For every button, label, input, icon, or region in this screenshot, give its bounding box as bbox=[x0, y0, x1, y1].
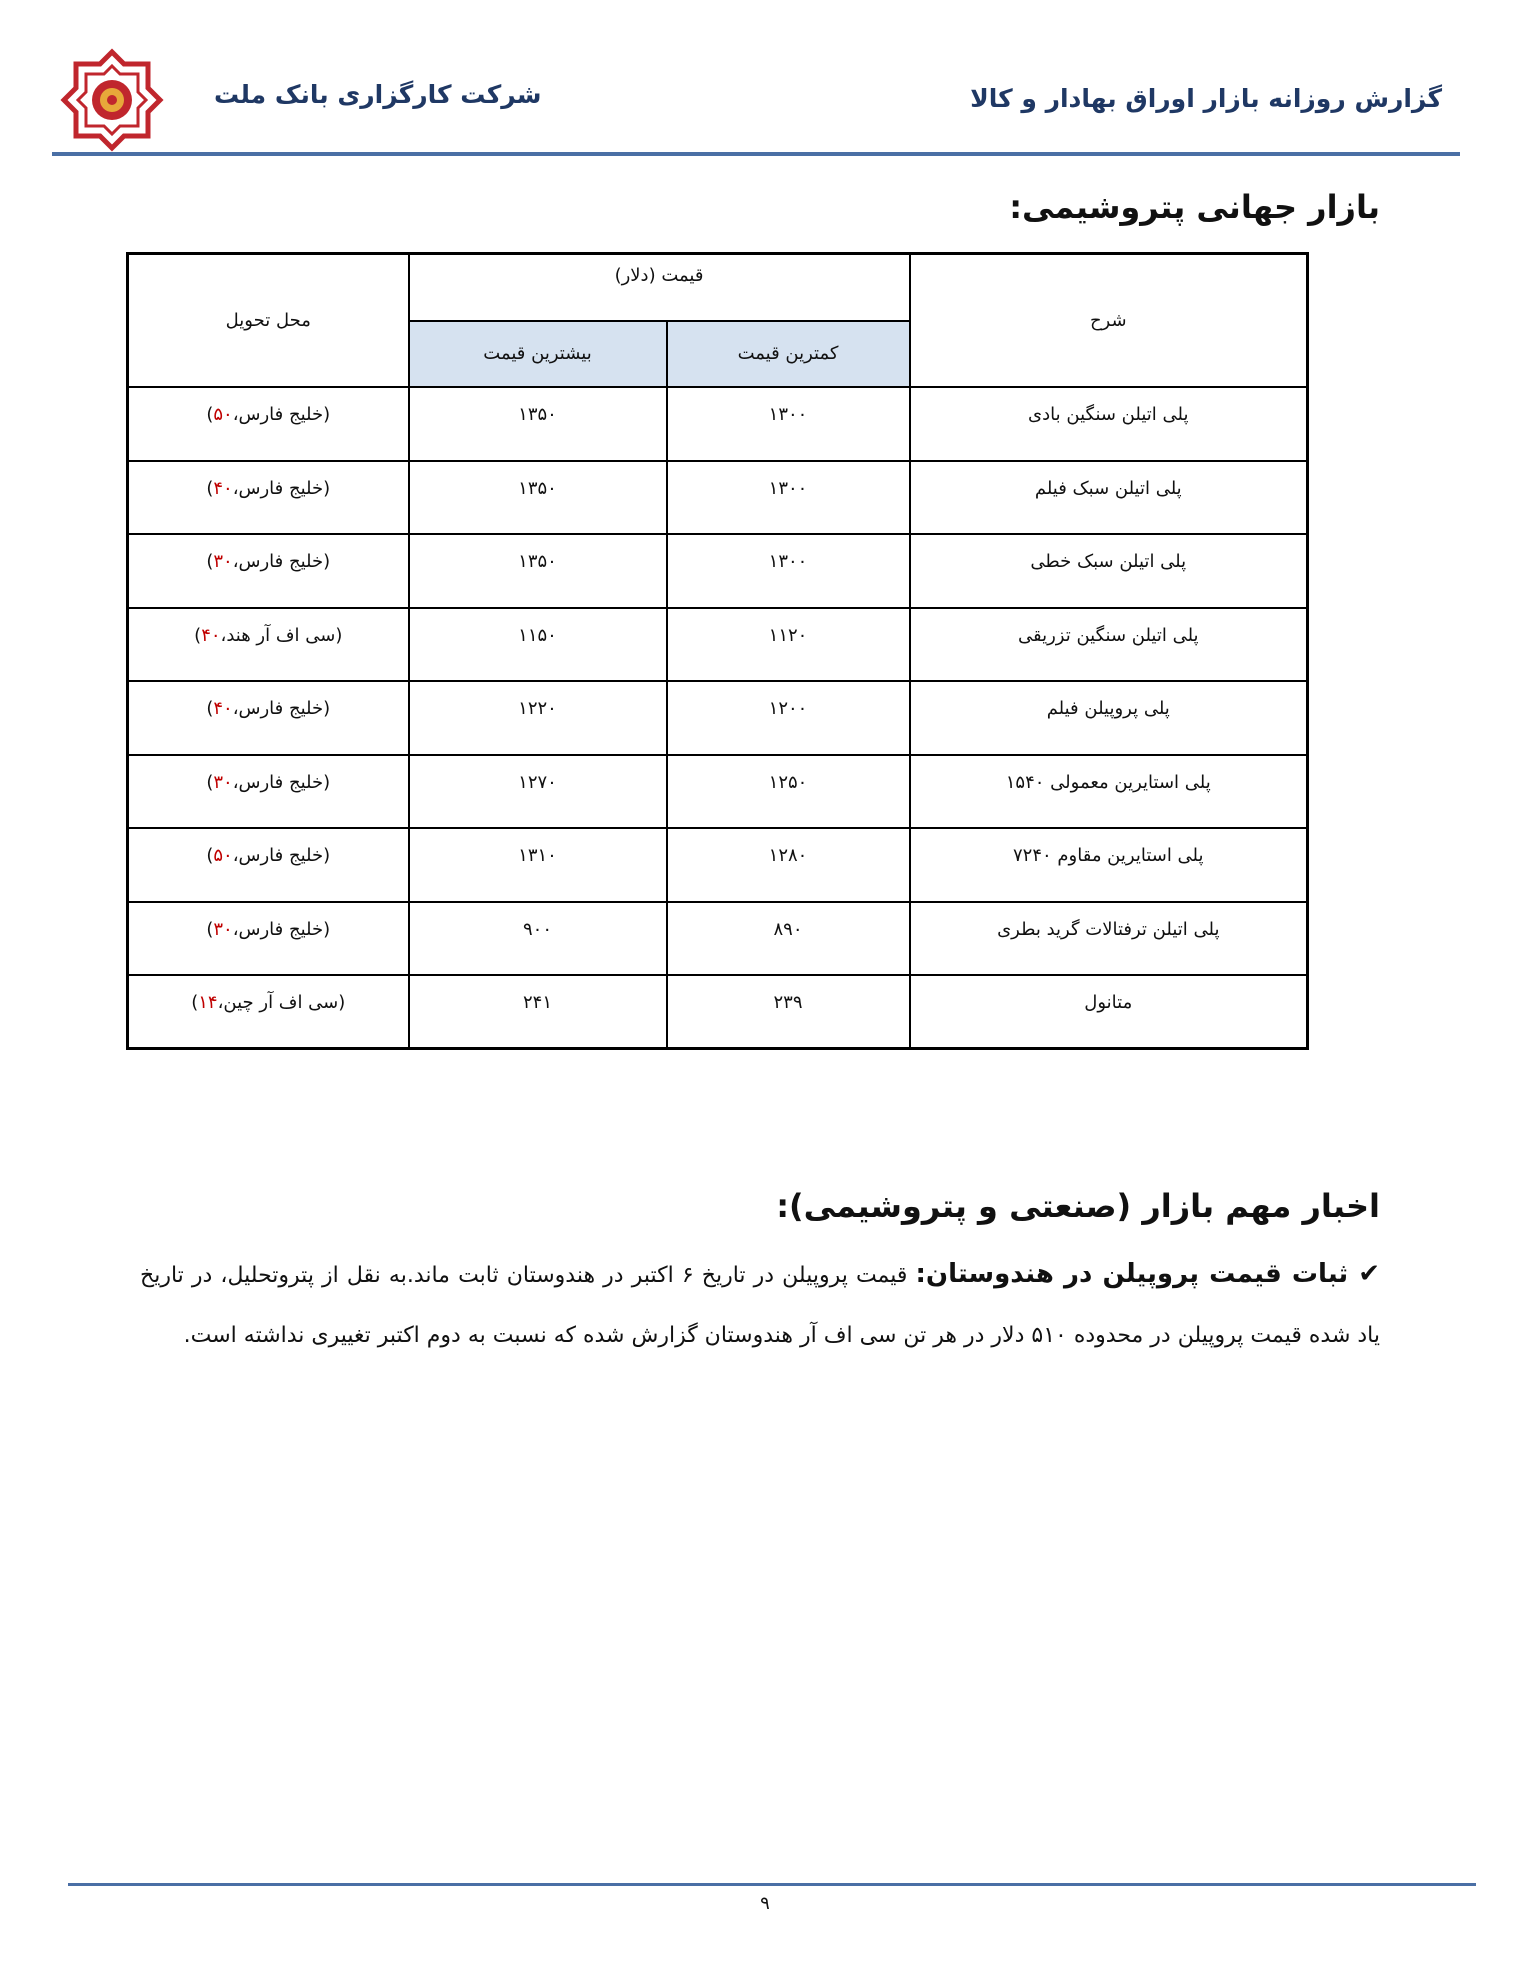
delivery-close: ) bbox=[206, 698, 214, 720]
delivery-location: (خلیج فارس، bbox=[232, 698, 331, 720]
table-row bbox=[128, 461, 1308, 534]
row-max-price: ۱۳۵۰ bbox=[409, 387, 667, 460]
row-max-price: ۱۲۷۰ bbox=[409, 755, 667, 828]
row-delivery bbox=[128, 975, 409, 1049]
table-row bbox=[128, 755, 1308, 828]
header-rule bbox=[52, 152, 1460, 156]
row-max-price: ۹۰۰ bbox=[409, 902, 667, 975]
row-min-price: ۸۹۰ bbox=[667, 902, 910, 975]
row-delivery bbox=[128, 828, 409, 901]
row-max-price: ۱۱۵۰ bbox=[409, 608, 667, 681]
row-description: متانول bbox=[910, 975, 1308, 1049]
header-price-group: قیمت (دلار) bbox=[409, 254, 910, 321]
company-logo bbox=[60, 48, 164, 152]
row-delivery bbox=[128, 681, 409, 754]
row-delivery bbox=[128, 461, 409, 534]
table-row bbox=[128, 828, 1308, 901]
row-description: پلی اتیلن سنگین بادی bbox=[910, 387, 1308, 460]
row-description: پلی اتیلن ترفتالات گرید بطری bbox=[910, 902, 1308, 975]
delivery-close: ) bbox=[206, 551, 214, 573]
row-description: پلی اتیلن سنگین تزریقی bbox=[910, 608, 1308, 681]
delivery-number: ۳۰ bbox=[213, 918, 233, 940]
section-title-petrochemical-market: بازار جهانی پتروشیمی: bbox=[1009, 188, 1380, 226]
petrochemical-price-table bbox=[126, 252, 1309, 1050]
row-min-price: ۱۲۸۰ bbox=[667, 828, 910, 901]
row-description: پلی استایرین مقاوم ۷۲۴۰ bbox=[910, 828, 1308, 901]
news-body: قیمت پروپیلن در تاریخ ۶ اکتبر در هندوستان ثابت ماند.به نقل از پتروتحلیل، در تاریخ یاد شده قیمت پروپیلن در محدوده ۵۱۰ دلار در هر تن سی اف آر هندوستان گزارش شده که نسبت به دوم اکتبر تغییری نداشته است. bbox=[140, 1263, 1380, 1348]
delivery-number: ۴۰ bbox=[213, 477, 233, 499]
row-max-price: ۱۳۵۰ bbox=[409, 534, 667, 607]
news-headline: ثبات قیمت پروپیلن در هندوستان: bbox=[915, 1259, 1349, 1289]
row-max-price: ۱۳۵۰ bbox=[409, 461, 667, 534]
row-delivery bbox=[128, 755, 409, 828]
row-min-price: ۱۱۲۰ bbox=[667, 608, 910, 681]
delivery-number: ۱۴ bbox=[198, 991, 218, 1013]
row-min-price: ۱۳۰۰ bbox=[667, 534, 910, 607]
header-min-price: کمترین قیمت bbox=[667, 321, 910, 387]
delivery-number: ۵۰ bbox=[213, 404, 233, 426]
delivery-location: (سی اف آر چین، bbox=[217, 991, 346, 1013]
row-max-price: ۲۴۱ bbox=[409, 975, 667, 1049]
row-min-price: ۱۲۵۰ bbox=[667, 755, 910, 828]
row-description: پلی اتیلن سبک فیلم bbox=[910, 461, 1308, 534]
row-min-price: ۱۲۰۰ bbox=[667, 681, 910, 754]
row-max-price: ۱۳۱۰ bbox=[409, 828, 667, 901]
row-delivery bbox=[128, 902, 409, 975]
table-row bbox=[128, 387, 1308, 460]
table-row bbox=[128, 534, 1308, 607]
delivery-location: (خلیج فارس، bbox=[232, 477, 331, 499]
header-description: شرح bbox=[910, 254, 1308, 388]
delivery-close: ) bbox=[206, 404, 214, 426]
table-header-row bbox=[128, 254, 1308, 321]
table-row bbox=[128, 975, 1308, 1049]
delivery-close: ) bbox=[206, 771, 214, 793]
header-max-price: بیشترین قیمت bbox=[409, 321, 667, 387]
delivery-location: (خلیج فارس، bbox=[232, 771, 331, 793]
row-min-price: ۱۳۰۰ bbox=[667, 461, 910, 534]
row-delivery bbox=[128, 387, 409, 460]
delivery-location: (خلیج فارس، bbox=[232, 918, 331, 940]
row-delivery bbox=[128, 534, 409, 607]
company-name: شرکت کارگزاری بانک ملت bbox=[214, 80, 542, 109]
row-description: پلی پروپیلن فیلم bbox=[910, 681, 1308, 754]
row-min-price: ۱۳۰۰ bbox=[667, 387, 910, 460]
row-description: پلی استایرین معمولی ۱۵۴۰ bbox=[910, 755, 1308, 828]
delivery-number: ۳۰ bbox=[213, 771, 233, 793]
delivery-number: ۴۰ bbox=[201, 624, 221, 646]
delivery-close: ) bbox=[206, 477, 214, 499]
report-title: گزارش روزانه بازار اوراق بهادار و کالا bbox=[970, 84, 1442, 113]
delivery-number: ۴۰ bbox=[213, 698, 233, 720]
delivery-location: (خلیج فارس، bbox=[232, 845, 331, 867]
delivery-location: (خلیج فارس، bbox=[232, 551, 331, 573]
delivery-location: (سی اف آر هند، bbox=[220, 624, 343, 646]
delivery-location: (خلیج فارس، bbox=[232, 404, 331, 426]
delivery-close: ) bbox=[191, 991, 199, 1013]
delivery-number: ۵۰ bbox=[213, 845, 233, 867]
table-row bbox=[128, 608, 1308, 681]
footer-rule bbox=[68, 1883, 1476, 1886]
table-row bbox=[128, 902, 1308, 975]
delivery-close: ) bbox=[206, 845, 214, 867]
delivery-close: ) bbox=[206, 918, 214, 940]
delivery-number: ۳۰ bbox=[213, 551, 233, 573]
section-title-market-news: اخبار مهم بازار (صنعتی و پتروشیمی): bbox=[776, 1187, 1380, 1225]
page-number: ۹ bbox=[760, 1893, 770, 1914]
delivery-close: ) bbox=[194, 624, 202, 646]
table-row bbox=[128, 681, 1308, 754]
row-max-price: ۱۲۲۰ bbox=[409, 681, 667, 754]
row-description: پلی اتیلن سبک خطی bbox=[910, 534, 1308, 607]
row-min-price: ۲۳۹ bbox=[667, 975, 910, 1049]
row-delivery bbox=[128, 608, 409, 681]
check-icon: ✔ bbox=[1358, 1259, 1380, 1289]
news-item bbox=[140, 1244, 1380, 1366]
header-delivery: محل تحویل bbox=[128, 254, 409, 388]
